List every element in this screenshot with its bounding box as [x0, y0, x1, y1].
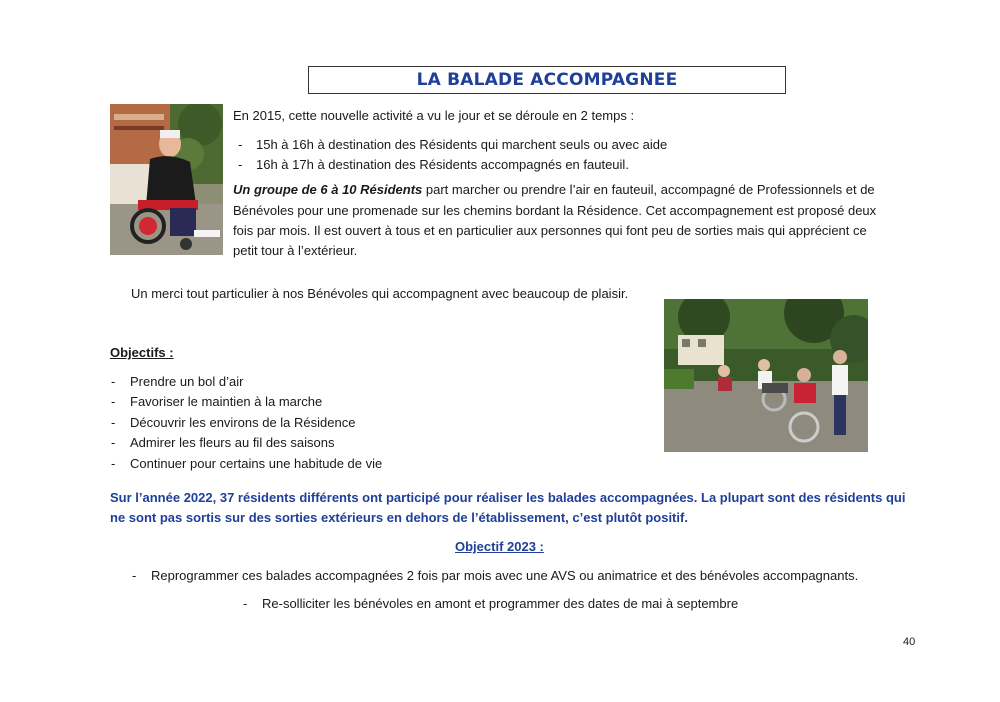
bullet-dash: - — [111, 435, 116, 450]
photo-group-walk — [664, 299, 868, 452]
bullet-dash: - — [243, 596, 248, 611]
schedule-item-2: 16h à 17h à destination des Résidents accompagnés en fauteuil. — [256, 157, 629, 172]
schedule-item-1: 15h à 16h à destination des Résidents qui marchent seuls ou avec aide — [256, 137, 668, 152]
objective-2023-heading: Objectif 2023 : — [455, 539, 544, 554]
objectives-heading: Objectifs : — [110, 345, 174, 360]
objective-item: Favoriser le maintien à la marche — [130, 394, 323, 409]
page-title: LA BALADE ACCOMPAGNEE — [416, 70, 678, 90]
page-number: 40 — [903, 636, 916, 648]
bullet-dash: - — [111, 456, 116, 471]
group-line-1 — [233, 180, 875, 199]
title-box — [308, 66, 786, 94]
objective-item: Continuer pour certains une habitude de vie — [130, 456, 383, 471]
summary-line-1: Sur l’année 2022, 37 résidents différents ont participé pour réaliser les balades accompagnées. La plupart sont des résidents qui — [110, 490, 906, 505]
summary-line-2: ne sont pas sortis sur des sorties extérieurs en dehors de l’établissement, c’est plutôt positif. — [110, 510, 688, 525]
bullet-dash: - — [111, 415, 116, 430]
objective-2023-item-1: Reprogrammer ces balades accompagnées 2 fois par mois avec une AVS ou animatrice et des bénévoles accompagnants. — [151, 568, 859, 583]
bullet-dash: - — [132, 568, 137, 583]
bullet-dash: - — [238, 157, 243, 172]
group-emphasis: Un groupe de 6 à 10 Résidents — [233, 182, 423, 197]
objective-item: Découvrir les environs de la Résidence — [130, 415, 356, 430]
bullet-dash: - — [111, 374, 116, 389]
group-line-2: Bénévoles pour une promenade sur les chemins bordant la Résidence. Cet accompagnement est proposé deux — [233, 203, 877, 218]
group-line-3: fois par mois. Il est ouvert à tous et en particulier aux personnes qui font peu de sorties mais qui apprécient ce — [233, 223, 867, 238]
photo-resident-wheelchair — [110, 104, 223, 255]
group-line-4: petit tour à l’extérieur. — [233, 243, 358, 258]
objective-2023-item-2: Re-solliciter les bénévoles en amont et programmer des dates de mai à septembre — [262, 596, 739, 611]
bullet-dash: - — [111, 394, 116, 409]
objective-item: Admirer les fleurs au fil des saisons — [130, 435, 335, 450]
objective-item: Prendre un bol d’air — [130, 374, 244, 389]
bullet-dash: - — [238, 137, 243, 152]
group-line-1-rest: part marcher ou prendre l’air en fauteuil, accompagné de Professionnels et de — [422, 182, 875, 197]
thanks-text: Un merci tout particulier à nos Bénévoles qui accompagnent avec beaucoup de plaisir. — [131, 286, 629, 301]
intro-text: En 2015, cette nouvelle activité a vu le jour et se déroule en 2 temps : — [233, 108, 635, 123]
